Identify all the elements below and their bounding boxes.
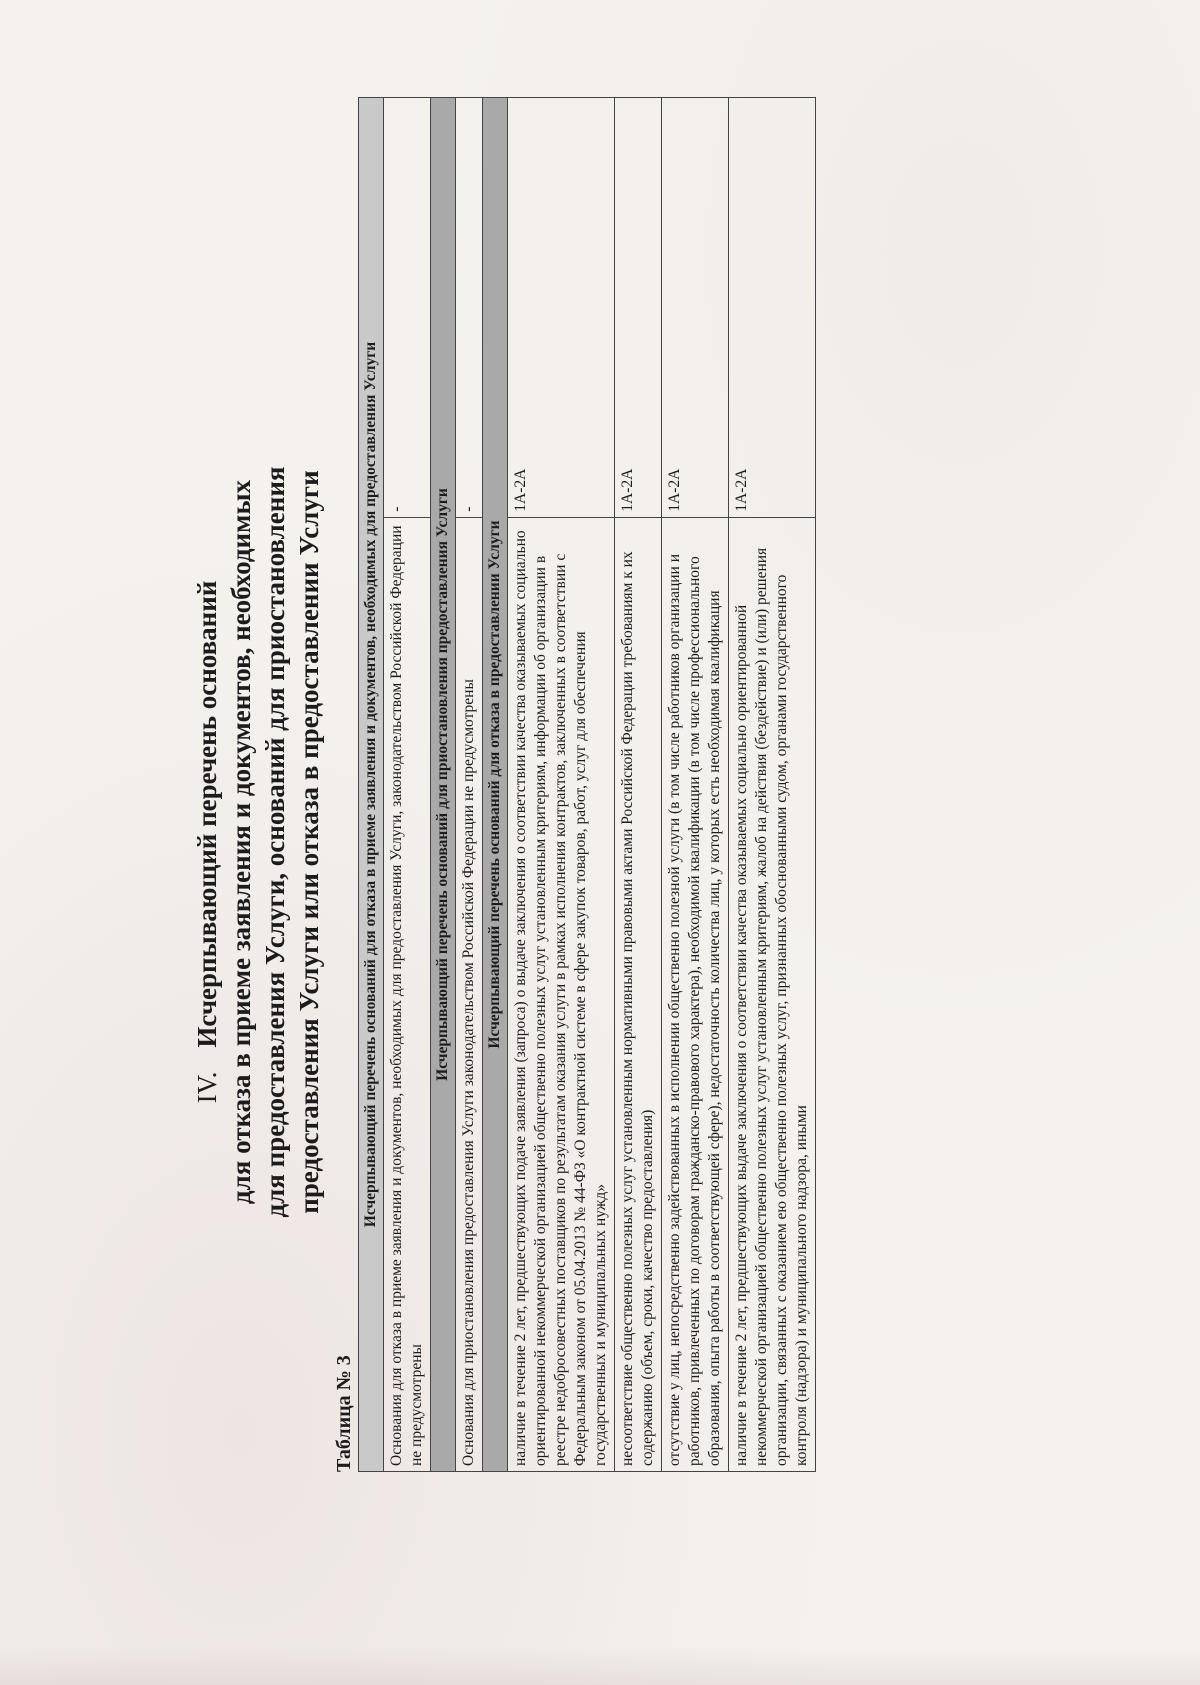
ground-text: Основания для приостановления предоставления Услуги законодательством Российской Федерации не предусмотрены xyxy=(456,517,483,1471)
section-row-refusal-provision xyxy=(483,98,508,1472)
section-number: IV. xyxy=(192,1071,222,1104)
table-row xyxy=(729,98,816,1472)
section-row-refusal-acceptance xyxy=(359,98,384,1472)
heading-line-4: предоставления Услуги или отказа в предоставлении Услуги xyxy=(294,470,324,1214)
section-row-suspension xyxy=(431,98,456,1472)
ground-code: - xyxy=(456,98,483,518)
table-row xyxy=(662,98,729,1472)
heading-line-1 xyxy=(190,192,224,1492)
table-label: Таблица № 3 xyxy=(333,1355,355,1472)
heading-line-2: для отказа в приеме заявления и документов, необходимых xyxy=(226,479,256,1205)
ground-code: 1А-2А xyxy=(615,98,662,518)
table-row xyxy=(384,98,431,1472)
table-row xyxy=(508,98,615,1472)
heading-line-3: для предоставления Услуги, оснований для приостановления xyxy=(260,466,290,1218)
ground-text: наличие в течение 2 лет, предшествующих подаче заявления (запроса) о выдаче заключения о соответствии качества оказываемых социально ориентированной некоммерческой организацией общественно полезных услуг установленным критериям, информации об организации в реестре недобросовестных поставщиков по результатам оказания услуги в рамках исполнения контрактов, заключенных в соответствии с Федеральным законом от 05.04.2013 № 44-ФЗ «О контрактной системе в сфере закупок товаров, работ, услуг для обеспечения государственных и муниципальных нужд» xyxy=(508,517,615,1471)
section-title: Исчерпывающий перечень оснований для отказа в приеме заявления и документов, необходимых для предоставления Услуги xyxy=(359,98,384,1472)
heading-text-1: Исчерпывающий перечень оснований xyxy=(192,580,222,1048)
ground-code: 1А-2А xyxy=(508,98,615,518)
ground-text: несоответствие общественно полезных услуг установленным нормативными правовыми актами Российской Федерации требованиям к их содержанию (объем, сроки, качество предоставления) xyxy=(615,517,662,1471)
ground-text: отсутствие у лиц, непосредственно задействованных в исполнении общественно полезной услуги (в том числе работников организации и работников, привлеченных по договорам гражданско-правового характера), необходимой квалификации (в том числе профессионального образования, опыта работы в соответствующей сфере), недостаточность количества лиц, у которых есть необходимая квалификация xyxy=(662,517,729,1471)
ground-code: 1А-2А xyxy=(729,98,816,518)
section-title: Исчерпывающий перечень оснований для отказа в предоставлении Услуги xyxy=(483,98,508,1472)
grounds-table xyxy=(358,97,816,1472)
ground-code: 1А-2А xyxy=(662,98,729,518)
table-row xyxy=(456,98,483,1472)
ground-text: Основания для отказа в приеме заявления и документов, необходимых для предоставления Услуги, законодательством Российской Федерации не предусмотрены xyxy=(384,517,431,1471)
scan-edge-shading xyxy=(0,1645,1200,1685)
table-row xyxy=(615,98,662,1472)
section-title: Исчерпывающий перечень оснований для приостановления предоставления Услуги xyxy=(431,98,456,1472)
rotated-content xyxy=(40,77,1160,1607)
section-heading xyxy=(190,192,326,1492)
ground-text: наличие в течение 2 лет, предшествующих выдаче заключения о соответствии качества оказываемых социально ориентированной некоммерческой организацией общественно полезных услуг установленным критериям, жалоб на действия (бездействие) и (или) решения организации, связанных с оказанием ею общественно полезных услуг, признанных обоснованными судом, органами государственного контроля (надзора) и муниципального надзора, иными xyxy=(729,517,816,1471)
ground-code: - xyxy=(384,98,431,518)
